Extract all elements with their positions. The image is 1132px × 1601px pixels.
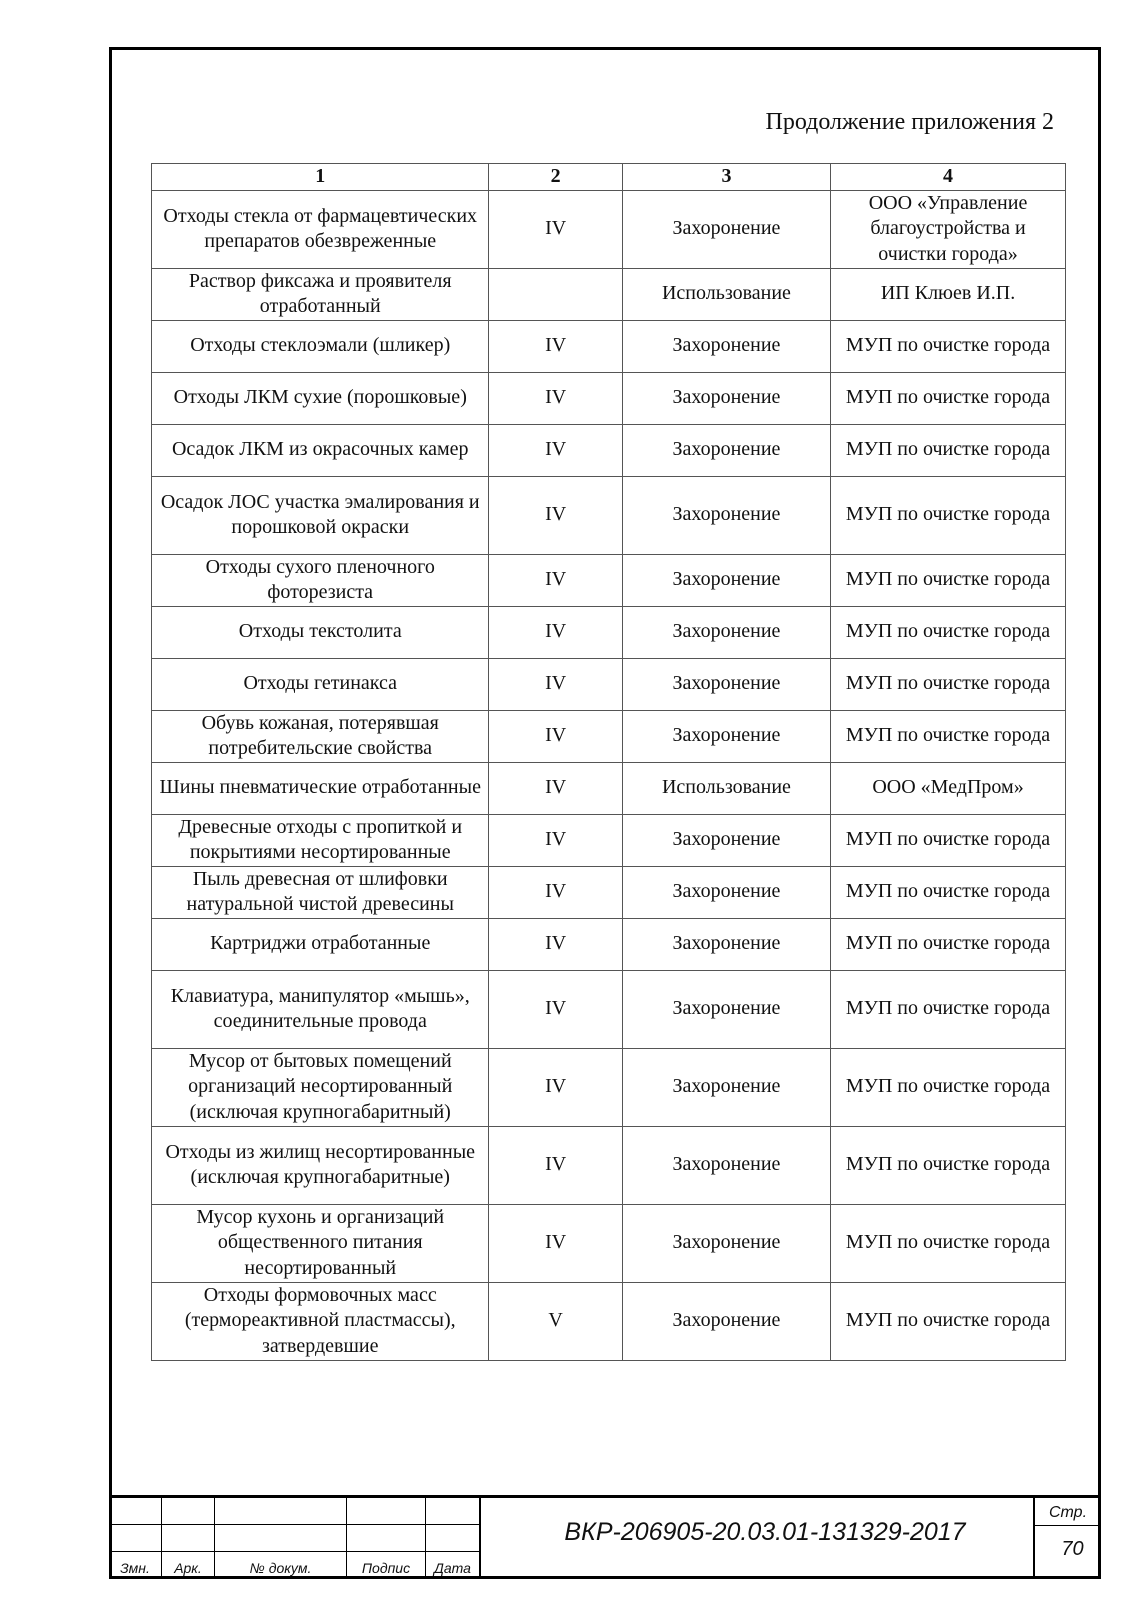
hazard-class-cell: IV (489, 554, 622, 606)
handling-method-cell: Использование (622, 762, 830, 814)
handling-method-cell: Захоронение (622, 476, 830, 554)
hazard-class-cell: IV (489, 190, 622, 268)
table-row (152, 372, 1066, 424)
page-subtitle: Продолжение приложения 2 (765, 109, 1054, 135)
waste-name-cell: Отходы формовочных масс (термореактивной пластмассы), затвердевшие (152, 1282, 489, 1360)
stamp-label-date: Дата (434, 1560, 471, 1576)
hazard-class-cell: IV (489, 814, 622, 866)
stamp-label-doc-number: № докум. (249, 1560, 312, 1576)
table-row (152, 424, 1066, 476)
organization-cell: МУП по очистке города (831, 476, 1066, 554)
organization-cell: МУП по очистке города (831, 1048, 1066, 1126)
table-row (152, 658, 1066, 710)
hazard-class-cell: IV (489, 658, 622, 710)
header-cell: 2 (489, 164, 622, 191)
organization-cell: МУП по очистке города (831, 918, 1066, 970)
organization-cell: МУП по очистке города (831, 372, 1066, 424)
hazard-class-cell: IV (489, 606, 622, 658)
table-row (152, 268, 1066, 320)
waste-name-cell: Шины пневматические отработанные (152, 762, 489, 814)
organization-cell: ИП Клюев И.П. (831, 268, 1066, 320)
organization-cell: МУП по очистке города (831, 658, 1066, 710)
table-row (152, 1282, 1066, 1360)
hazard-class-cell (489, 268, 622, 320)
handling-method-cell: Захоронение (622, 814, 830, 866)
handling-method-cell: Захоронение (622, 710, 830, 762)
hazard-class-cell: IV (489, 762, 622, 814)
handling-method-cell: Захоронение (622, 866, 830, 918)
hazard-class-cell: IV (489, 476, 622, 554)
organization-cell: МУП по очистке города (831, 970, 1066, 1048)
stamp-label-sheet: Арк. (174, 1560, 202, 1576)
table-row (152, 476, 1066, 554)
organization-cell: МУП по очистке города (831, 710, 1066, 762)
waste-name-cell: Отходы ЛКМ сухие (порошковые) (152, 372, 489, 424)
table-row (152, 970, 1066, 1048)
title-block (109, 1498, 1101, 1579)
waste-name-cell: Клавиатура, манипулятор «мышь», соединительные провода (152, 970, 489, 1048)
handling-method-cell: Захоронение (622, 1126, 830, 1204)
handling-method-cell: Захоронение (622, 658, 830, 710)
hazard-class-cell: IV (489, 372, 622, 424)
waste-name-cell: Отходы стекла от фармацевтических препаратов обезвреженные (152, 190, 489, 268)
table-row (152, 710, 1066, 762)
table-row (152, 606, 1066, 658)
waste-name-cell: Отходы из жилищ несортированные (исключая крупногабаритные) (152, 1126, 489, 1204)
table-row (152, 190, 1066, 268)
table-row (152, 918, 1066, 970)
organization-cell: ООО «Управление благоустройства и очистки города» (831, 190, 1066, 268)
organization-cell: МУП по очистке города (831, 814, 1066, 866)
stamp-label-signature: Подпис (361, 1560, 411, 1576)
hazard-class-cell: IV (489, 970, 622, 1048)
hazard-class-cell: IV (489, 1126, 622, 1204)
waste-name-cell: Обувь кожаная, потерявшая потребительские свойства (152, 710, 489, 762)
organization-cell: МУП по очистке города (831, 866, 1066, 918)
hazard-class-cell: IV (489, 918, 622, 970)
header-cell: 4 (831, 164, 1066, 191)
handling-method-cell: Захоронение (622, 970, 830, 1048)
table-row (152, 1048, 1066, 1126)
handling-method-cell: Захоронение (622, 1282, 830, 1360)
waste-name-cell: Пыль древесная от шлифовки натуральной чистой древесины (152, 866, 489, 918)
waste-name-cell: Отходы стеклоэмали (шликер) (152, 320, 489, 372)
table-row (152, 1204, 1066, 1282)
organization-cell: МУП по очистке города (831, 1204, 1066, 1282)
stamp-label-change: Змн. (120, 1560, 150, 1576)
waste-name-cell: Древесные отходы с пропиткой и покрытиями несортированные (152, 814, 489, 866)
hazard-class-cell: IV (489, 866, 622, 918)
hazard-class-cell: IV (489, 1204, 622, 1282)
organization-cell: МУП по очистке города (831, 1126, 1066, 1204)
waste-name-cell: Картриджи отработанные (152, 918, 489, 970)
organization-cell: МУП по очистке города (831, 1282, 1066, 1360)
table-row (152, 320, 1066, 372)
page-label: Стр. (1048, 1504, 1088, 1521)
hazard-class-cell: IV (489, 424, 622, 476)
waste-name-cell: Мусор кухонь и организаций общественного питания несортированный (152, 1204, 489, 1282)
handling-method-cell: Захоронение (622, 190, 830, 268)
handling-method-cell: Захоронение (622, 606, 830, 658)
handling-method-cell: Захоронение (622, 1204, 830, 1282)
organization-cell: МУП по очистке города (831, 424, 1066, 476)
hazard-class-cell: IV (489, 710, 622, 762)
organization-cell: МУП по очистке города (831, 554, 1066, 606)
handling-method-cell: Захоронение (622, 320, 830, 372)
organization-cell: ООО «МедПром» (831, 762, 1066, 814)
table-row (152, 814, 1066, 866)
waste-name-cell: Осадок ЛКМ из окрасочных камер (152, 424, 489, 476)
hazard-class-cell: V (489, 1282, 622, 1360)
handling-method-cell: Захоронение (622, 1048, 830, 1126)
table-row (152, 866, 1066, 918)
waste-table (151, 163, 1066, 1361)
handling-method-cell: Захоронение (622, 554, 830, 606)
handling-method-cell: Захоронение (622, 918, 830, 970)
waste-name-cell: Раствор фиксажа и проявителя отработанный (152, 268, 489, 320)
waste-name-cell: Отходы гетинакса (152, 658, 489, 710)
table-row (152, 554, 1066, 606)
header-cell: 1 (152, 164, 489, 191)
waste-name-cell: Отходы текстолита (152, 606, 489, 658)
waste-name-cell: Отходы сухого пленочного фоторезиста (152, 554, 489, 606)
header-cell: 3 (622, 164, 830, 191)
handling-method-cell: Захоронение (622, 372, 830, 424)
hazard-class-cell: IV (489, 320, 622, 372)
organization-cell: МУП по очистке города (831, 320, 1066, 372)
organization-cell: МУП по очистке города (831, 606, 1066, 658)
page-number: 70 (1061, 1538, 1084, 1560)
table-header-row (152, 164, 1066, 191)
handling-method-cell: Захоронение (622, 424, 830, 476)
waste-name-cell: Мусор от бытовых помещений организаций несортированный (исключая крупногабаритный) (152, 1048, 489, 1126)
handling-method-cell: Использование (622, 268, 830, 320)
hazard-class-cell: IV (489, 1048, 622, 1126)
table-row (152, 1126, 1066, 1204)
table-row (152, 762, 1066, 814)
document-number: ВКР-206905-20.03.01-131329-2017 (564, 1518, 966, 1546)
waste-name-cell: Осадок ЛОС участка эмалирования и порошковой окраски (152, 476, 489, 554)
